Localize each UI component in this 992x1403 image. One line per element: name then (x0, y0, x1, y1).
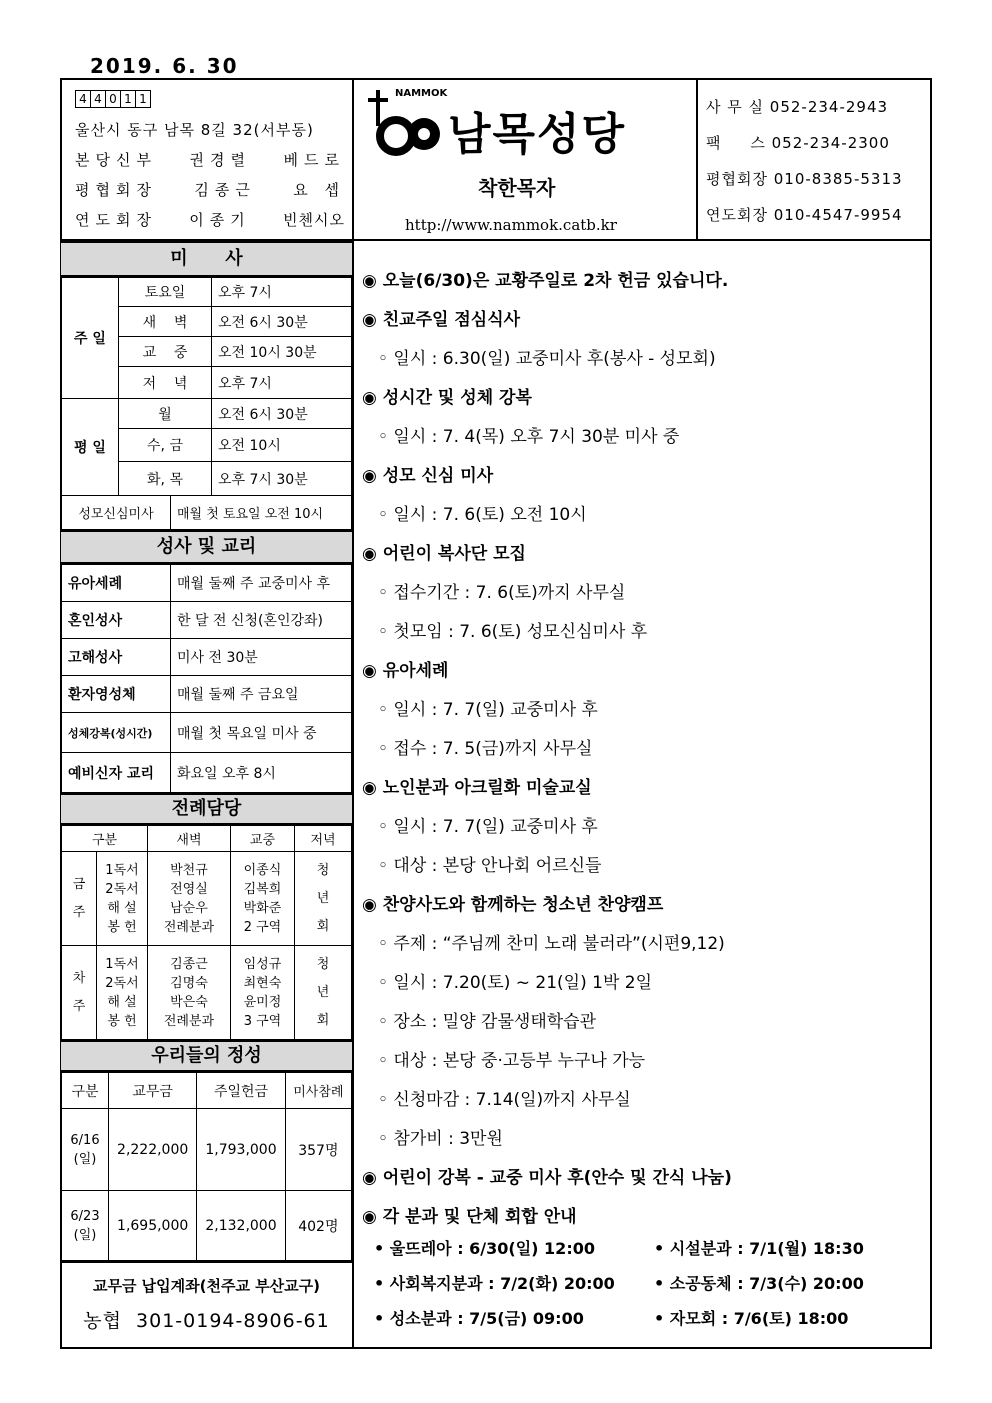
news-10: ◉ 각 분과 및 단체 회합 안내 (362, 1207, 577, 1227)
mass-special-time: 매월 첫 토요일 오전 10시 (171, 496, 352, 530)
mass-special-label: 성모신심미사 (62, 496, 171, 530)
sacraments-title: 성사 및 교리 (61, 530, 352, 564)
bulletin-date: 2019. 6. 30 (90, 54, 239, 78)
news-7: ◉ 노인분과 아크릴화 미술교실 (362, 778, 592, 798)
news-4: ◉ 성모 신심 미사 (362, 466, 494, 486)
account-title: 교무금 납입계좌(천주교 부산교구) (92, 1277, 321, 1295)
news-6: ◉ 유아세례 (362, 661, 449, 681)
news-9: ◉ 어린이 강복 - 교중 미사 후(안수 및 간식 나눔) (362, 1168, 732, 1188)
news-3: ◉ 성시간 및 성체 강복 (362, 388, 532, 408)
mass-title: 미 사 (61, 241, 352, 277)
left-column (61, 241, 352, 1337)
staff-council: 평협회장 김종근 요 셉 (75, 181, 345, 199)
mass-sunday-label: 주 일 (62, 278, 119, 399)
account-number: 농협 301-0194-8906-61 (83, 1310, 330, 1332)
news-2: ◉ 친교주일 점심식사 (362, 310, 521, 330)
news-8: ◉ 찬양사도와 함께하는 청소년 찬양캠프 (362, 895, 664, 915)
address: 울산시 동구 남목 8길 32(서부동) (75, 121, 314, 139)
meetings-list: • 울뜨레아 : 6/30(일) 12:00 • 시설분과 : 7/1(월) 18:30 • 사회복지분과 : 7/2(화) 20:00 • 소공동체 : 7/3(수) 20:00 • 성소분과 : 7/5(금) 09:00 • 자모회 : 7/6(토) 18:00 (374, 1239, 864, 1328)
parish-url[interactable]: http://www.nammok.catb.kr (405, 216, 617, 234)
logo-small-text: NAMMOK (395, 88, 448, 99)
liturgy-title: 전례담당 (61, 793, 352, 825)
news-1: ◉ 오늘(6/30)은 교황주일로 2차 헌금 있습니다. (362, 271, 729, 291)
zipcode: 4 4 0 1 1 (75, 90, 150, 108)
bulletin-subtitle: 착한목자 (478, 176, 556, 200)
staff-yeondo: 연도회장 이종기 빈첸시오 (75, 211, 345, 229)
mass-weekday-label: 평 일 (62, 399, 119, 496)
news-5: ◉ 어린이 복사단 모집 (362, 544, 526, 564)
column-divider (352, 78, 354, 1349)
contact-office: 사 무 실 052-234-2943 (706, 98, 889, 116)
news-column: ◉ 오늘(6/30)은 교황주일로 2차 헌금 있습니다. ◉ 친교주일 점심식사 ◦ 일시 : 6.30(일) 교중미사 후(봉사 - 성모회) ◉ 성시간 및 성체 강복 ◦ 일시 : 7. 4(목) 오후 7시 30분 미사 중 ◉ 성모 신심 미사 ◦ 일시 : 7. 6(토) 오전 10시 ◉ 어린이 복사단 모집 ◦ 접수기간 : 7. 6(토)까지 사무실 ◦ 첫모임 : 7. 6(토) 성모신심미사 후 ◉ 유아세례 ◦ 일시 : 7. 7(일) 교중미사 후 ◦ 접수 : 7. 5(금)까지 사무실 ◉ 노인분과 아크릴화 미술교실 ◦ 일시 : 7. 7(일) 교중미사 후 ◦ 대상 : 본당 안나회 어르신들 ◉ 찬양사도와 함께하는 청소년 찬양캠프 ◦ 주제 : “주님께 찬미 노래 불러라”(시편9,12) ◦ 일시 : 7.20(토) ~ 21(일) 1박 2일 ◦ 장소 : 밀양 감물생태학습관 ◦ 대상 : 본당 중·고등부 누구나 가능 ◦ 신청마감 : 7.14(일)까지 사무실 ◦ 참가비 : 3만원 ◉ 어린이 강복 - 교중 미사 후(안수 및 간식 나눔) ◉ 각 분과 및 단체 회합 안내 • 울뜨레아 : 6/30(일) 12:00 • 시설분과 : 7/1(월) 18:30 • 사회복지분과 : 7/2(화) 20:00 • 소공동체 : 7/3(수) 20:00 • 성소분과 : 7/5(금) 09:00 • 자모회 : 7/6(토) 18:00 (362, 266, 922, 1341)
account-box (61, 1261, 352, 1337)
header-divider (696, 78, 698, 241)
mass-table: 주 일 토요일 오후 7시 새 벽 오전 6시 30분 교 중 오전 10시 30분 저 녁 오후 7시 평 일 월 오전 6시 30분 수, 금 오전 10시 화, 목 오후 7시 30분 (61, 277, 352, 496)
liturgy-table: 구분 새벽 교중 저녁 금 주 1독서 2독서 해 설 봉 헌 박천규 전영실 남순우 전례분과 이종식 김복희 박화준 2 구역 청 년 회 차 주 1독서 2독서 해 설 봉 헌 김종근 김명숙 박은숙 전례분과 임성규 최현숙 윤미정 3 구역 청 년 회 (61, 825, 352, 1040)
contact-yeondo: 연도회장 010-4547-9954 (706, 206, 903, 224)
offerings-table: 구분 교무금 주일헌금 미사참례 6/16 (일) 2,222,000 1,793,000 357명 6/23 (일) 1,695,000 2,132,000 402명 (61, 1072, 352, 1261)
mass-special-table (61, 495, 352, 530)
parish-name: 남목성당 (448, 109, 627, 160)
staff-pastor: 본당신부 권경렬 베드로 (75, 151, 345, 169)
offerings-title: 우리들의 정성 (61, 1040, 352, 1072)
contact-council: 평협회장 010-8385-5313 (706, 170, 903, 188)
contact-fax: 팩 스 052-234-2300 (706, 134, 890, 152)
sacraments-table: 유아세례 매월 둘째 주 교중미사 후 혼인성사 한 달 전 신청(혼인강좌) 고해성사 미사 전 30분 환자영성체 매월 둘째 주 금요일 성체강복(성시간) 매월 첫 목요일 미사 중 예비신자 교리 화요일 오후 8시 (61, 564, 352, 793)
